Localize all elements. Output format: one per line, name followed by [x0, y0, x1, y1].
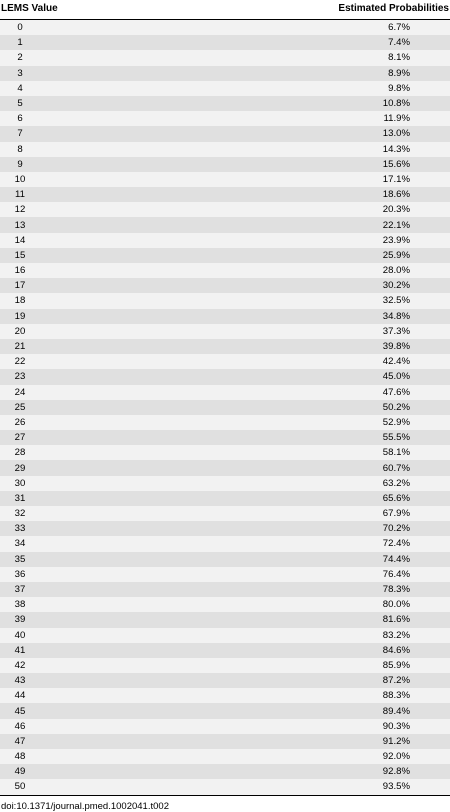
- cell-lems-value: 21: [14, 341, 26, 353]
- cell-lems-value: 45: [14, 705, 26, 717]
- cell-lems-value: 35: [14, 553, 26, 565]
- table-row: [0, 50, 450, 65]
- cell-lems-value: 9: [17, 158, 23, 170]
- table-row: [0, 491, 450, 506]
- cell-lems-value: 3: [17, 67, 23, 79]
- cell-estimated-probability: 15.6%: [382, 158, 410, 170]
- cell-lems-value: 33: [14, 523, 26, 535]
- cell-estimated-probability: 13.0%: [382, 128, 410, 140]
- table-body: [0, 20, 450, 795]
- table-row: [0, 369, 450, 384]
- cell-lems-value: 43: [14, 675, 26, 687]
- cell-estimated-probability: 50.2%: [382, 401, 410, 413]
- table-row: [0, 248, 450, 263]
- table-row: [0, 278, 450, 293]
- cell-estimated-probability: 10.8%: [382, 98, 410, 110]
- cell-lems-value: 46: [14, 720, 26, 732]
- table-header: [0, 0, 450, 20]
- table-row: [0, 582, 450, 597]
- cell-estimated-probability: 45.0%: [382, 371, 410, 383]
- table-row: [0, 324, 450, 339]
- cell-lems-value: 27: [14, 432, 26, 444]
- cell-estimated-probability: 42.4%: [382, 356, 410, 368]
- cell-estimated-probability: 20.3%: [382, 204, 410, 216]
- cell-lems-value: 18: [14, 295, 26, 307]
- cell-lems-value: 19: [14, 310, 26, 322]
- table-row: [0, 521, 450, 536]
- cell-estimated-probability: 6.7%: [388, 22, 410, 34]
- cell-lems-value: 8: [17, 143, 23, 155]
- cell-estimated-probability: 25.9%: [382, 249, 410, 261]
- table-row: [0, 233, 450, 248]
- doi-footer: doi:10.1371/journal.pmed.1002041.t002: [1, 800, 169, 812]
- cell-estimated-probability: 74.4%: [382, 553, 410, 565]
- cell-lems-value: 14: [14, 234, 26, 246]
- table-row: [0, 749, 450, 764]
- cell-estimated-probability: 32.5%: [382, 295, 410, 307]
- cell-estimated-probability: 11.9%: [383, 113, 410, 125]
- cell-estimated-probability: 8.9%: [388, 67, 410, 79]
- cell-lems-value: 16: [14, 265, 26, 277]
- cell-estimated-probability: 52.9%: [382, 416, 410, 428]
- cell-estimated-probability: 83.2%: [382, 629, 410, 641]
- table-row: [0, 20, 450, 35]
- cell-lems-value: 41: [14, 644, 26, 656]
- table-row: [0, 415, 450, 430]
- cell-lems-value: 50: [14, 781, 26, 793]
- cell-lems-value: 0: [17, 22, 23, 34]
- cell-lems-value: 15: [14, 249, 26, 261]
- table-row: [0, 293, 450, 308]
- cell-lems-value: 30: [14, 477, 26, 489]
- table-row: [0, 673, 450, 688]
- cell-estimated-probability: 89.4%: [382, 705, 410, 717]
- cell-estimated-probability: 17.1%: [382, 173, 410, 185]
- cell-estimated-probability: 67.9%: [382, 508, 410, 520]
- cell-lems-value: 24: [14, 386, 26, 398]
- cell-lems-value: 13: [14, 219, 26, 231]
- cell-estimated-probability: 88.3%: [382, 690, 410, 702]
- table-row: [0, 612, 450, 627]
- cell-lems-value: 26: [14, 416, 26, 428]
- cell-lems-value: 1: [17, 37, 23, 49]
- table-row: [0, 385, 450, 400]
- table-row: [0, 172, 450, 187]
- cell-lems-value: 39: [14, 614, 26, 626]
- cell-estimated-probability: 8.1%: [388, 52, 410, 64]
- table-row: [0, 157, 450, 172]
- cell-estimated-probability: 23.9%: [382, 234, 410, 246]
- cell-estimated-probability: 81.6%: [382, 614, 410, 626]
- cell-estimated-probability: 85.9%: [382, 659, 410, 671]
- cell-lems-value: 44: [14, 690, 26, 702]
- table-row: [0, 764, 450, 779]
- cell-estimated-probability: 70.2%: [382, 523, 410, 535]
- table-row: [0, 536, 450, 551]
- cell-estimated-probability: 7.4%: [388, 37, 410, 49]
- cell-lems-value: 5: [17, 98, 23, 110]
- cell-estimated-probability: 65.6%: [382, 492, 410, 504]
- cell-estimated-probability: 72.4%: [382, 538, 410, 550]
- cell-estimated-probability: 47.6%: [382, 386, 410, 398]
- cell-lems-value: 48: [14, 751, 26, 763]
- header-lems-value: LEMS Value: [1, 3, 58, 14]
- cell-lems-value: 31: [14, 492, 26, 504]
- cell-lems-value: 2: [17, 52, 23, 64]
- cell-lems-value: 32: [14, 508, 26, 520]
- cell-estimated-probability: 92.0%: [382, 751, 410, 763]
- table-row: [0, 643, 450, 658]
- table-row: [0, 142, 450, 157]
- table-row: [0, 628, 450, 643]
- cell-estimated-probability: 92.8%: [382, 766, 410, 778]
- table-row: [0, 430, 450, 445]
- cell-lems-value: 7: [17, 128, 23, 140]
- table-row: [0, 96, 450, 111]
- table-row: [0, 66, 450, 81]
- cell-lems-value: 49: [14, 766, 26, 778]
- table-row: [0, 263, 450, 278]
- table-row: [0, 506, 450, 521]
- cell-lems-value: 40: [14, 629, 26, 641]
- cell-estimated-probability: 60.7%: [382, 462, 410, 474]
- table-row: [0, 400, 450, 415]
- cell-estimated-probability: 37.3%: [382, 325, 410, 337]
- cell-lems-value: 29: [14, 462, 26, 474]
- table-row: [0, 688, 450, 703]
- cell-estimated-probability: 78.3%: [382, 584, 410, 596]
- cell-estimated-probability: 39.8%: [382, 341, 410, 353]
- cell-lems-value: 10: [14, 173, 26, 185]
- cell-lems-value: 37: [14, 584, 26, 596]
- cell-estimated-probability: 84.6%: [382, 644, 410, 656]
- cell-estimated-probability: 90.3%: [382, 720, 410, 732]
- cell-lems-value: 4: [17, 82, 23, 94]
- table-row: [0, 217, 450, 232]
- cell-lems-value: 22: [14, 356, 26, 368]
- table-row: [0, 734, 450, 749]
- cell-estimated-probability: 76.4%: [382, 568, 410, 580]
- table-row: [0, 779, 450, 794]
- cell-lems-value: 20: [14, 325, 26, 337]
- table-row: [0, 339, 450, 354]
- cell-lems-value: 6: [17, 113, 23, 125]
- cell-lems-value: 12: [14, 204, 26, 216]
- cell-estimated-probability: 14.3%: [382, 143, 410, 155]
- table-row: [0, 81, 450, 96]
- table-row: [0, 187, 450, 202]
- cell-estimated-probability: 55.5%: [382, 432, 410, 444]
- cell-estimated-probability: 87.2%: [382, 675, 410, 687]
- cell-estimated-probability: 58.1%: [382, 447, 410, 459]
- cell-lems-value: 47: [14, 735, 26, 747]
- table-row: [0, 126, 450, 141]
- cell-lems-value: 38: [14, 599, 26, 611]
- table-row: [0, 35, 450, 50]
- table-row: [0, 354, 450, 369]
- table-row: [0, 552, 450, 567]
- table-row: [0, 111, 450, 126]
- table-row: [0, 476, 450, 491]
- table-row: [0, 658, 450, 673]
- cell-estimated-probability: 22.1%: [382, 219, 410, 231]
- table-row: [0, 703, 450, 718]
- cell-estimated-probability: 93.5%: [382, 781, 410, 793]
- cell-estimated-probability: 63.2%: [382, 477, 410, 489]
- cell-estimated-probability: 34.8%: [382, 310, 410, 322]
- cell-lems-value: 11: [15, 189, 25, 201]
- cell-lems-value: 23: [14, 371, 26, 383]
- cell-lems-value: 17: [14, 280, 26, 292]
- table-row: [0, 309, 450, 324]
- cell-lems-value: 25: [14, 401, 26, 413]
- cell-lems-value: 28: [14, 447, 26, 459]
- cell-estimated-probability: 28.0%: [382, 265, 410, 277]
- header-estimated-probabilities: Estimated Probabilities: [338, 3, 449, 14]
- table-row: [0, 719, 450, 734]
- cell-estimated-probability: 91.2%: [382, 735, 410, 747]
- cell-lems-value: 36: [14, 568, 26, 580]
- cell-estimated-probability: 18.6%: [382, 189, 410, 201]
- cell-estimated-probability: 80.0%: [382, 599, 410, 611]
- cell-estimated-probability: 9.8%: [388, 82, 410, 94]
- cell-lems-value: 34: [14, 538, 26, 550]
- table-row: [0, 460, 450, 475]
- cell-lems-value: 42: [14, 659, 26, 671]
- table-row: [0, 597, 450, 612]
- cell-estimated-probability: 30.2%: [382, 280, 410, 292]
- table-row: [0, 445, 450, 460]
- table-row: [0, 202, 450, 217]
- table-row: [0, 567, 450, 582]
